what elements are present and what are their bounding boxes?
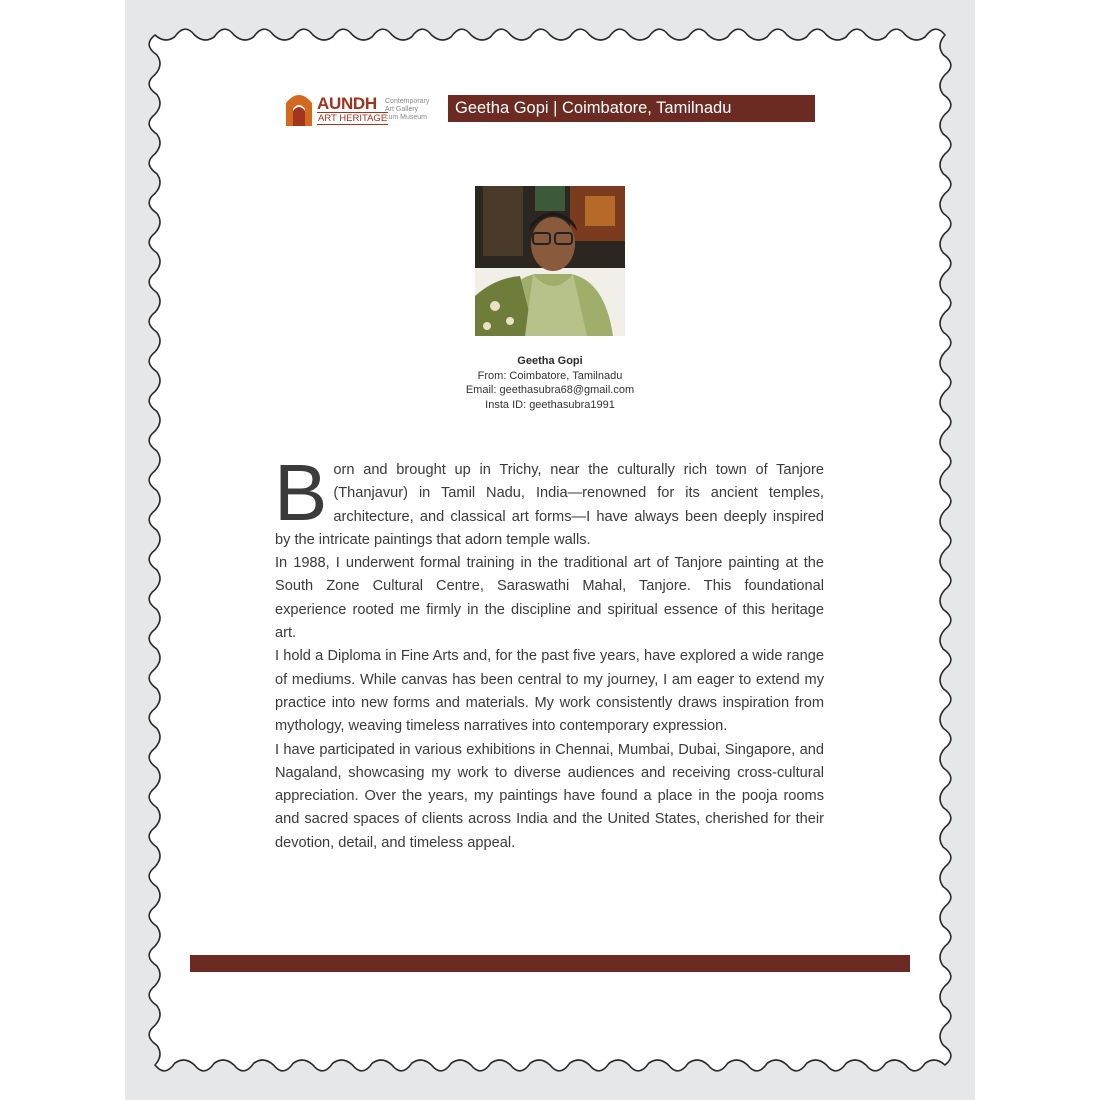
artist-email: Email: geethasubra68@gmail.com	[465, 384, 635, 396]
arch-logo-icon	[284, 89, 314, 126]
gallery-logo	[284, 89, 444, 127]
logo-tagline-line: Art Gallery	[385, 106, 419, 113]
logo-tagline-line: Contemporary	[385, 98, 430, 105]
header-title: Geetha Gopi | Coimbatore, Tamilnadu	[455, 99, 732, 117]
logo-subtitle: ART HERITAGE	[318, 113, 388, 124]
artist-biography	[274, 448, 824, 855]
artist-instagram: Insta ID: geethasubra1991	[485, 398, 615, 411]
footer-banner	[190, 955, 910, 972]
bio-paragraph	[274, 448, 824, 552]
drop-cap: B	[274, 448, 328, 537]
logo-wordmark: AUNDH	[317, 94, 377, 113]
artist-info	[400, 354, 700, 412]
logo-tagline	[385, 98, 429, 122]
artist-location: From: Coimbatore, Tamilnadu	[477, 369, 623, 382]
bio-paragraph: I hold a Diploma in Fine Arts and, for the past five years, have explored a wide range of mediums. While canvas has been central to my journey, I am eager to extend my practice into new forms and materials. My work consistently draws inspiration from mythology, weaving timeless narratives into contemporary expression.	[275, 648, 824, 735]
header-banner	[448, 95, 815, 122]
artist-portrait	[475, 186, 625, 336]
logo-tagline-line: cum Museum	[385, 114, 428, 121]
bio-paragraph: In 1988, I underwent formal training in the traditional art of Tanjore painting at the South Zone Cultural Centre, Saraswathi Mahal, Tanjore. This foundational experience rooted me firmly in the discipline and spiritual essence of this heritage art.	[275, 555, 824, 642]
bio-paragraph-text: orn and brought up in Trichy, near the culturally rich town of Tanjore (Thanjavur) in Tamil Nadu, India—renowned for its ancient temples, architecture, and classical art forms—I have always been deeply inspired by the intricate paintings that adorn temple walls.	[275, 462, 824, 548]
artist-name: Geetha Gopi	[517, 355, 583, 367]
bio-paragraph: I have participated in various exhibitions in Chennai, Mumbai, Dubai, Singapore, and Nagaland, showcasing my work to diverse audiences and receiving cross-cultural appreciation. Over the years, my paintings have found a place in the pooja rooms and sacred spaces of clients across India and the United States, cherished for their devotion, detail, and timeless appeal.	[275, 741, 824, 851]
